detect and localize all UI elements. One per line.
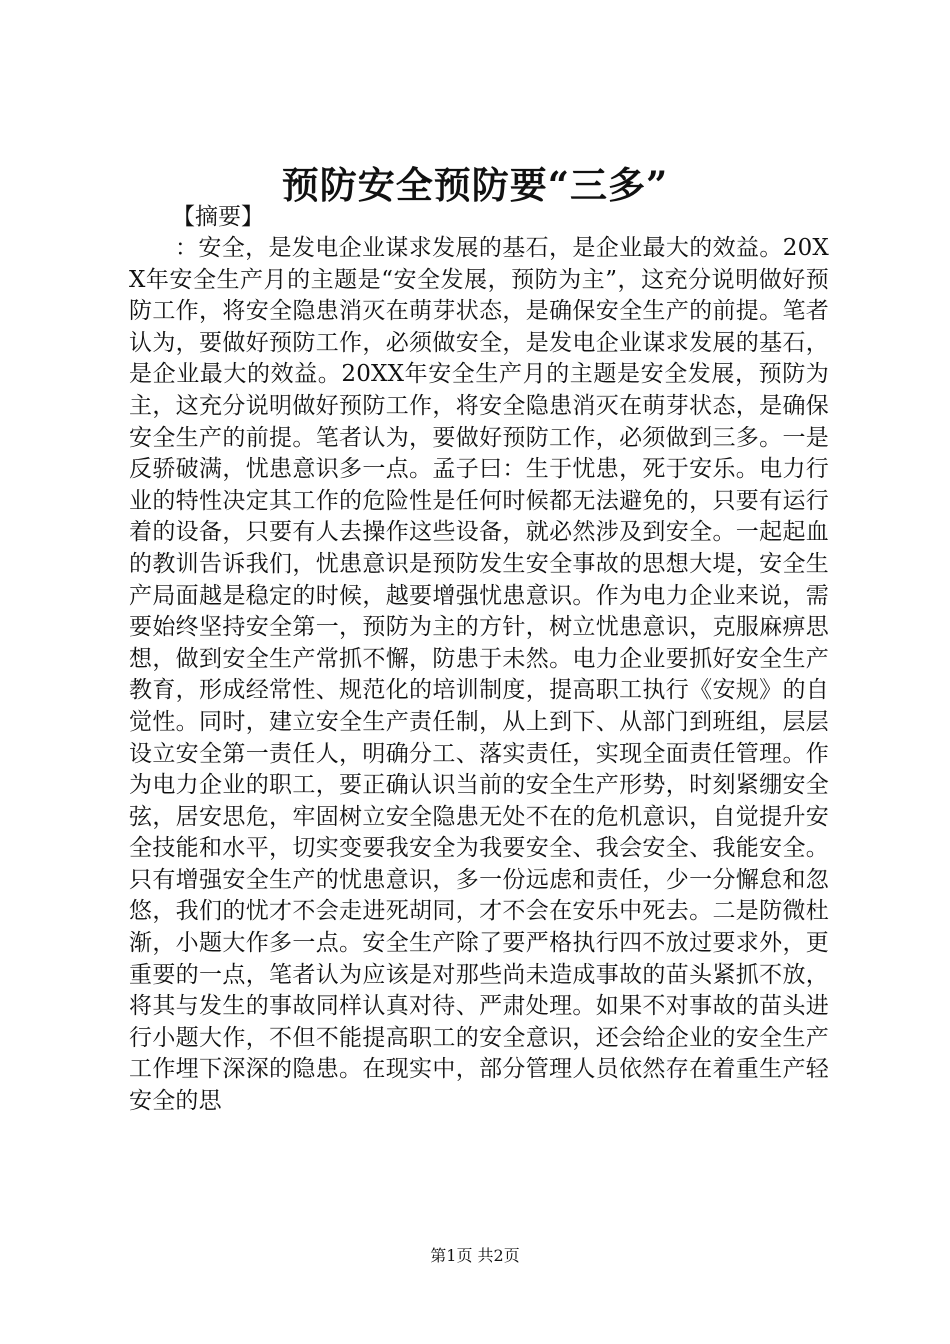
body-paragraph: ：安全，是发电企业谋求发展的基石，是企业最大的效益。20XX年安全生产月的主题是“安全发展，预防为主”，这充分说明做好预防工作，将安全隐患消灭在萌芽状态，是确保安全生产的前提。笔者认为，要做好预防工作，必须做安全，是发电企业谋求发展的基石，是企业最大的效益。20XX年安全生产月的主题是安全发展，预防为主，这充分说明做好预防工作，将安全隐患消灭在萌芽状态，是确保安全生产的前提。笔者认为，要做好预防工作，必须做到三多。一是反骄破满，忧患意识多一点。孟子曰：生于忧患，死于安乐。电力行业的特性决定其工作的危险性是任何时候都无法避免的，只要有运行着的设备，只要有人去操作这些设备，就必然涉及到安全。一起起血的教训告诉我们，忧患意识是预防发生安全事故的思想大堤，安全生产局面越是稳定的时候，越要增强忧患意识。作为电力企业来说，需要始终坚持安全第一，预防为主的方针，树立忧患意识，克服麻痹思想，做到安全生产常抓不懈，防患于未然。电力企业要抓好安全生产教育，形成经常性、规范化的培训制度，提高职工执行《安规》的自觉性。同时，建立安全生产责任制，从上到下、从部门到班组，层层设立安全第一责任人，明确分工、落实责任，实现全面责任管理。作为电力企业的职工，要正确认识当前的安全生产形势，时刻紧绷安全弦，居安思危，牢固树立安全隐患无处不在的危机意识，自觉提升安全技能和水平，切实变要我安全为我要安全、我会安全、我能安全。只有增强安全生产的忧患意识，多一份远虑和责任，少一分懈怠和忽悠，我们的忧才不会走进死胡同，才不会在安乐中死去。二是防微杜渐，小题大作多一点。安全生产除了要严格执行四不放过要求外，更重要的一点，笔者认为应该是对那些尚未造成事故的苗头紧抓不放，将其与发生的事故同样认真对待、严肃处理。如果不对事故的苗头进行小题大作，不但不能提高职工的安全意识，还会给企业的安全生产工作埋下深深的隐患。在现实中，部分管理人员依然存在着重生产轻安全的思	[129, 235, 829, 1115]
page-footer: 第1页 共2页	[430, 1246, 520, 1265]
abstract-label: 【摘要】	[172, 204, 264, 230]
document-title: 预防安全预防要“三多”	[281, 163, 669, 207]
